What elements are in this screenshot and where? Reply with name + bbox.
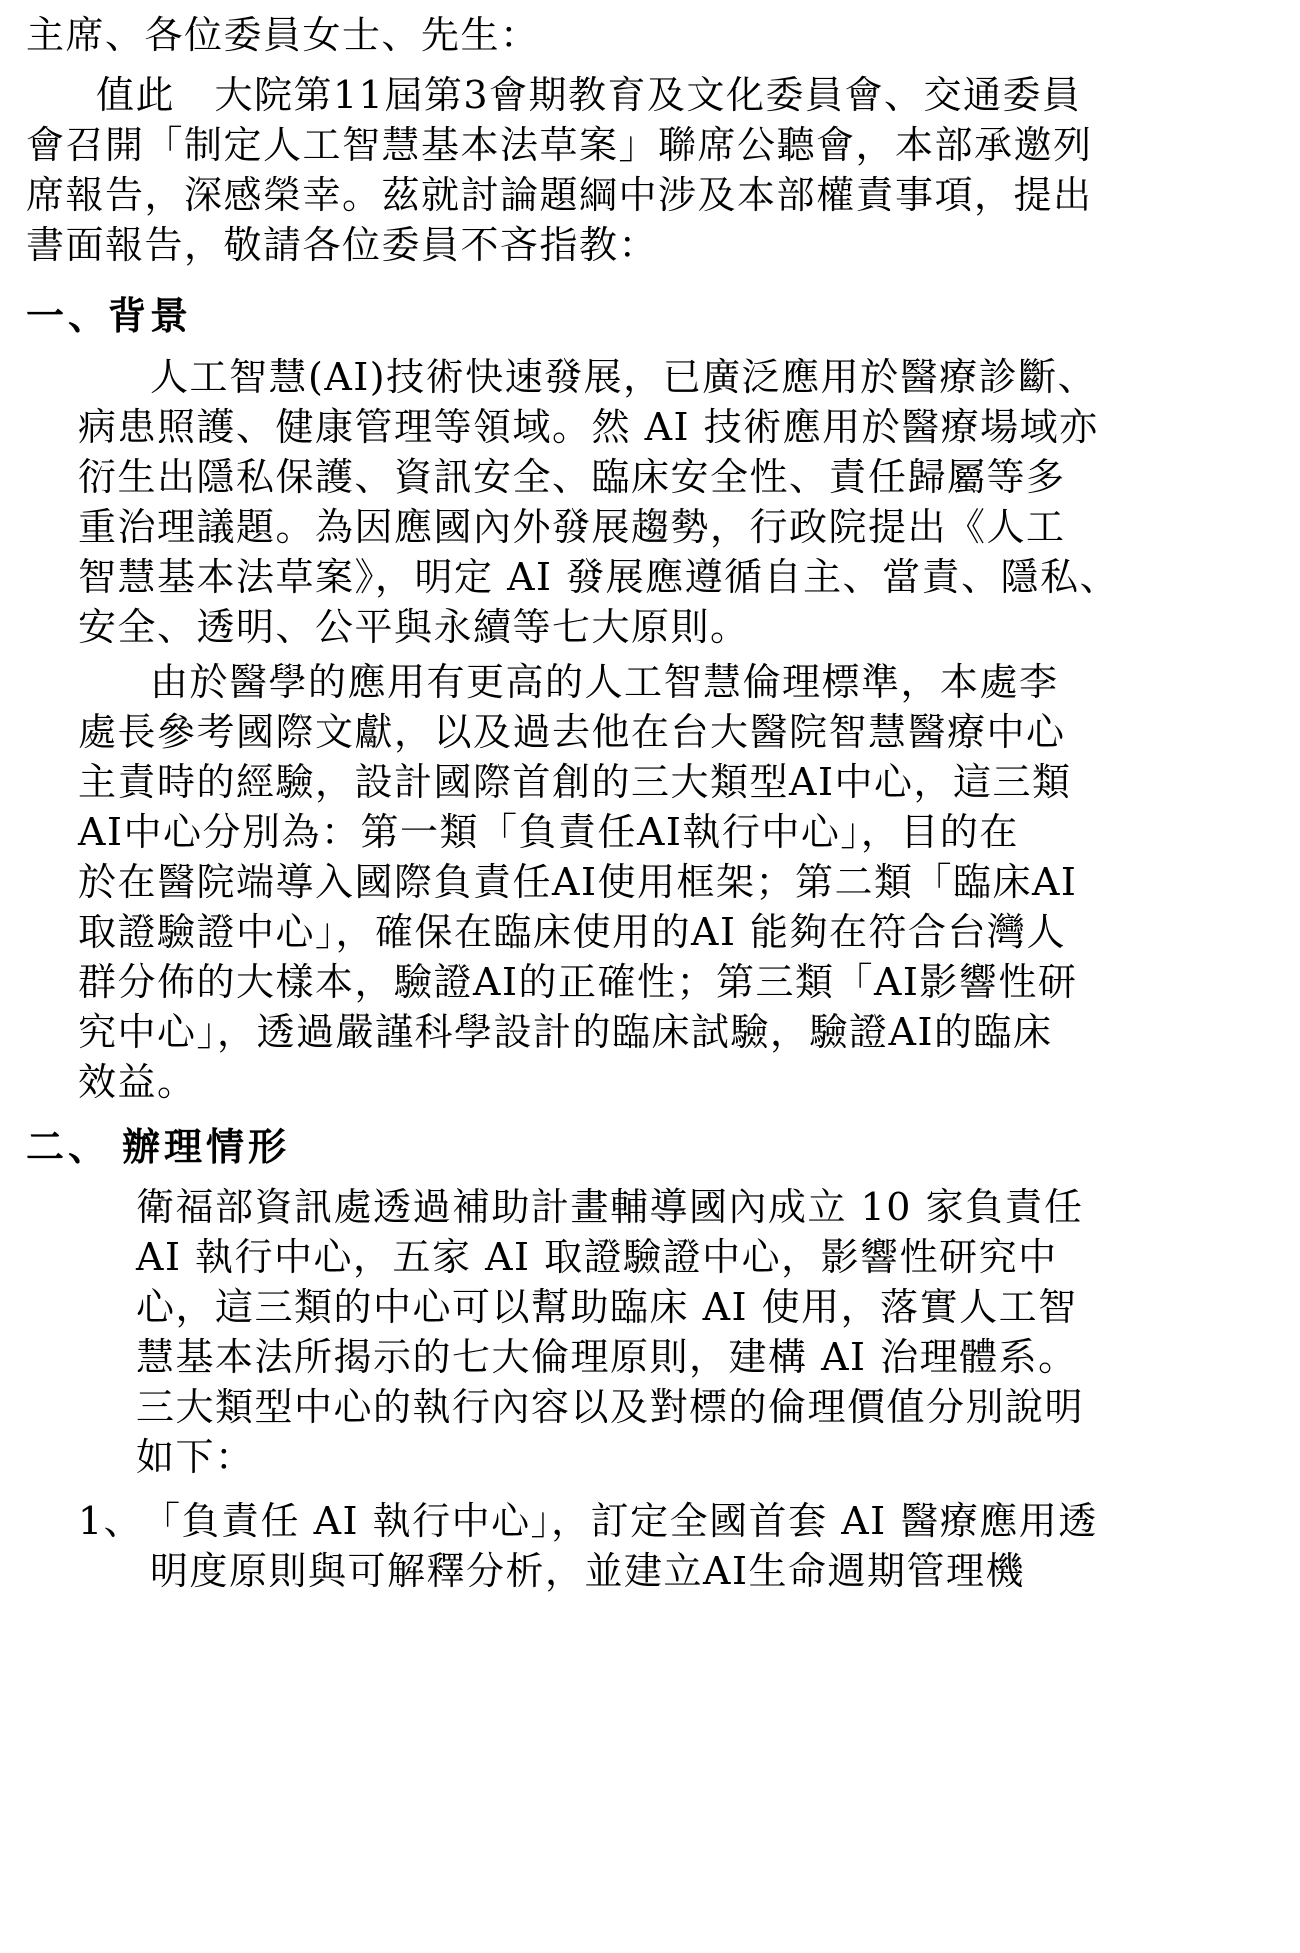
s1-p1-line-3: 衍生出隱私保護、資訊安全、臨床安全性、責任歸屬等多: [78, 455, 1066, 499]
intro-line-3: 席報告，深感榮幸。茲就討論題綱中涉及本部權責事項，提出: [26, 173, 1093, 217]
s1-p2-line-2: 處長參考國際文獻，以及過去他在台大醫院智慧醫療中心: [78, 710, 1066, 754]
s2-p1-line-6: 如下：: [136, 1435, 255, 1479]
section-1-number: 一、: [26, 294, 111, 338]
s2-item-1-line-1: 「負責任 AI 執行中心」，訂定全國首套 AI 醫療應用透: [142, 1499, 1098, 1543]
s1-p2-line-5: 於在醫院端導入國際負責任AI使用框架；第二類「臨床AI: [78, 860, 1078, 904]
s2-item-1-line-2: 明度原則與可解釋分析，並建立AI生命週期管理機: [150, 1549, 1025, 1593]
s2-p1-line-2: AI 執行中心，五家 AI 取證驗證中心，影響性研究中: [136, 1235, 1058, 1279]
s2-p1-line-1: 衛福部資訊處透過補助計畫輔導國內成立 10 家負責任: [136, 1185, 1084, 1229]
s1-p1-line-1: 人工智慧(AI)技術快速發展，已廣泛應用於醫療診斷、: [150, 355, 1098, 399]
s1-p2-line-6: 取證驗證中心」，確保在臨床使用的AI 能夠在符合台灣人: [78, 910, 1067, 954]
section-1-title: 背景: [108, 294, 193, 338]
intro-line-1: 值此 大院第11屆第3會期教育及文化委員會、交通委員: [96, 73, 1082, 117]
s1-p2-line-1: 由於醫學的應用有更高的人工智慧倫理標準，本處李: [150, 660, 1059, 704]
s1-p2-line-8: 究中心」，透過嚴謹科學設計的臨床試驗，驗證AI的臨床: [78, 1010, 1053, 1054]
intro-line-2: 會召開「制定人工智慧基本法草案」聯席公聽會，本部承邀列: [26, 123, 1093, 167]
s2-item-1-marker: 1、: [78, 1499, 144, 1543]
intro-line-4: 書面報告，敬請各位委員不吝指教：: [26, 223, 659, 267]
s1-p1-line-6: 安全、透明、公平與永續等七大原則。: [78, 605, 750, 649]
section-2-title: 辦理情形: [122, 1125, 291, 1169]
s1-p2-line-9: 效益。: [78, 1060, 197, 1104]
s1-p2-line-4: AI中心分別為：第一類「負責任AI執行中心」，目的在: [78, 810, 1019, 854]
s1-p1-line-2: 病患照護、健康管理等領域。然 AI 技術應用於醫療場域亦: [78, 405, 1099, 449]
s1-p2-line-3: 主責時的經驗，設計國際首創的三大類型AI中心，這三類: [78, 760, 1072, 804]
s2-p1-line-5: 三大類型中心的執行內容以及對標的倫理價值分別說明: [136, 1385, 1085, 1429]
salutation: 主席、各位委員女士、先生：: [26, 13, 540, 57]
s2-p1-line-4: 慧基本法所揭示的七大倫理原則，建構 AI 治理體系。: [136, 1335, 1078, 1379]
s2-p1-line-3: 心，這三類的中心可以幫助臨床 AI 使用，落實人工智: [136, 1285, 1078, 1329]
s1-p1-line-5: 智慧基本法草案》，明定 AI 發展應遵循自主、當責、隱私、: [78, 555, 1120, 599]
s1-p1-line-4: 重治理議題。為因應國內外發展趨勢，行政院提出《人工: [78, 505, 1066, 549]
s1-p2-line-7: 群分佈的大樣本，驗證AI的正確性；第三類「AI影響性研: [78, 960, 1078, 1004]
section-2-number: 二、: [26, 1125, 111, 1169]
